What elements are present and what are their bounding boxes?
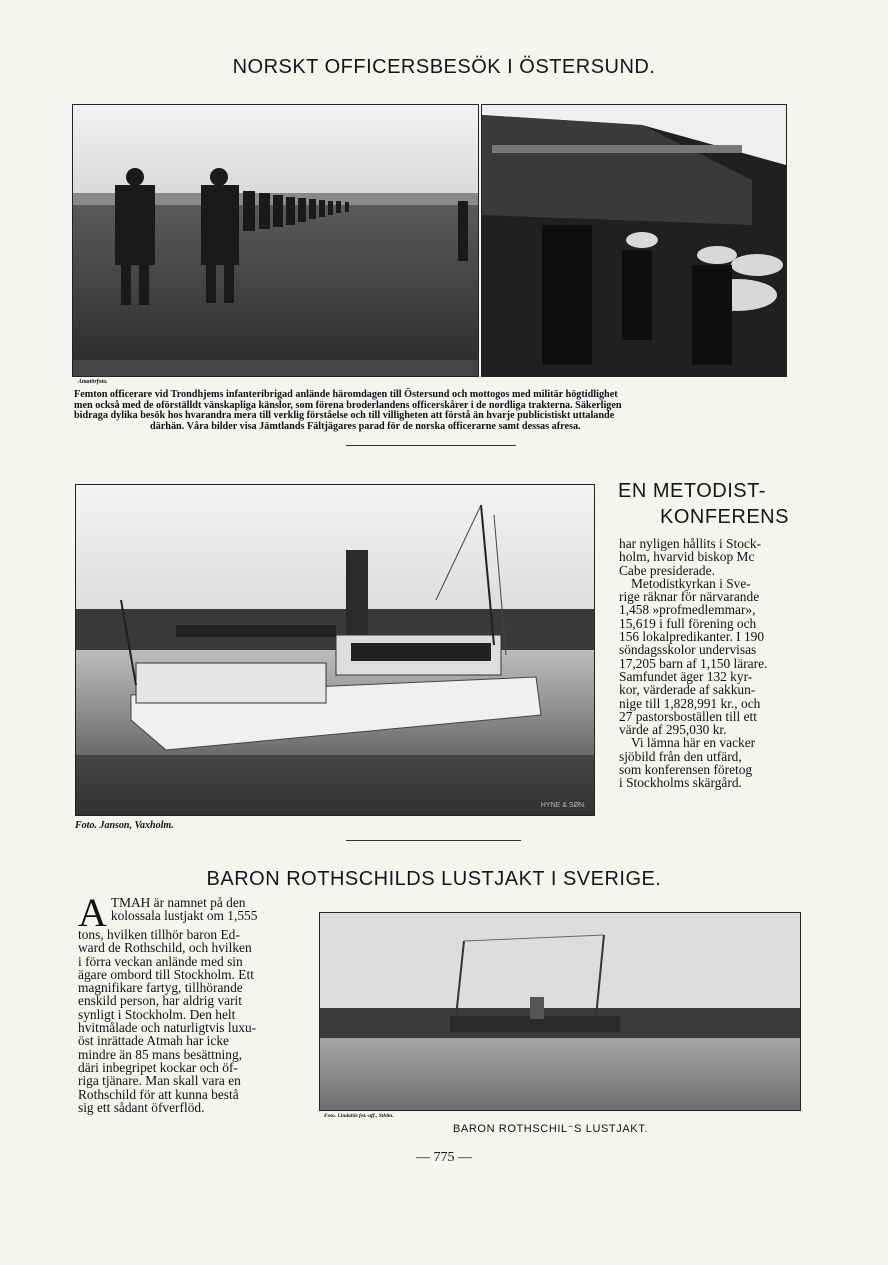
photo-mark: HYNE & SØN. [540, 802, 586, 809]
body-line: 156 lokalpredikanter. I 190 [619, 629, 765, 645]
separator-rule [346, 840, 521, 841]
body-line: 27 pastorsboställen till ett [619, 708, 757, 724]
body-line: öst inrättade Atmah har icke [78, 1033, 229, 1049]
body-line: Metodistkyrkan i Sve- [631, 575, 751, 591]
body-line: holm, hvarvid biskop Mc [619, 549, 755, 565]
caption-line: därhän. Våra bilder visa Jämtlands Fältjägares parad för de norska officerarne samt dessas afresa. [150, 420, 581, 432]
article3-photo-credit: Foto. Lindahls fot.-aff., Sthlm. [324, 1113, 394, 1119]
body-line: 17,205 barn af 1,150 lärare. [619, 655, 768, 671]
steamship-photo [75, 484, 595, 816]
body-line: värde af 295,030 kr. [619, 722, 727, 738]
body-line: enskild person, har aldrig varit [78, 993, 242, 1009]
body-line: söndagsskolor undervisas [619, 642, 757, 658]
article1-title: NORSKT OFFICERSBESÖK I ÖSTERSUND. [232, 56, 656, 78]
body-line: kolossala lustjakt om 1,555 [110, 908, 258, 924]
caption-line: Femton officerare vid Trondhjems infanteribrigad anlände häromdagen till Östersund och mottogos med militär högtidlighet [74, 389, 618, 400]
body-line: sig ett sådant öfverflöd. [78, 1099, 205, 1115]
body-line: hvitmålade och naturligtvis luxu- [78, 1020, 257, 1036]
body-line: magnifikare fartyg, tillhörande [78, 980, 243, 996]
body-line: kor, värderade af sakkun- [619, 682, 756, 698]
steamship-photo-art [76, 485, 594, 815]
article3-body [78, 890, 298, 1115]
article3-photo-caption: BARON ROTHSCHIL⁻S LUSTJAKT. [453, 1123, 648, 1135]
article3-title: BARON ROTHSCHILDS LUSTJAKT I SVERIGE. [206, 868, 662, 890]
caption-line: bidraga dylika besök hos hvarandra mera till verklig förståelse och till villigheten att förstå än hvarje publicistiskt uttalande [74, 410, 615, 422]
article1-caption [74, 390, 790, 432]
article1-photo-credit: Amatörfoto. [78, 379, 108, 385]
article2-body [619, 537, 794, 790]
body-line: ward de Rothschild, och hvilken [78, 940, 252, 956]
body-line: Rothschild för att kunna bestå [78, 1086, 239, 1102]
body-line: nige till 1,828,991 kr., och [619, 695, 761, 711]
body-line: TMAH är namnet på den [110, 895, 246, 910]
parade-photo [72, 104, 479, 377]
body-line: i Stockholms skärgård. [619, 775, 742, 791]
body-line: riga tjänare. Man skall vara en [78, 1073, 241, 1089]
departure-photo [481, 104, 787, 377]
body-line: mindre än 85 mans besättning, [78, 1046, 243, 1062]
body-line: tons, hvilken tillhör baron Ed- [78, 927, 240, 942]
departure-photo-art [482, 105, 786, 376]
page-number: — 775 — [416, 1150, 472, 1165]
yacht-photo-art [320, 913, 800, 1110]
article2-title-line1: EN METODIST- [618, 480, 766, 502]
body-line: rige räknar för närvarande [619, 589, 760, 605]
body-line: däri inbegripet kockar och öf- [78, 1059, 238, 1075]
article2-title-line2: KONFERENS [660, 506, 789, 528]
body-line: ägare ombord till Stockholm. Ett [78, 966, 254, 982]
body-line: har nyligen hållits i Stock- [619, 536, 762, 551]
body-line: Samfundet äger 132 kyr- [619, 668, 753, 684]
body-line: som konferensen företog [619, 762, 753, 778]
body-line: i förra veckan anlände med sin [78, 953, 243, 969]
body-line: synligt i Stockholm. Den helt [78, 1006, 236, 1022]
body-line: Vi lämna här en vacker [631, 735, 756, 751]
article2-photo-credit: Foto. Janson, Vaxholm. [75, 820, 174, 831]
parade-photo-art [73, 105, 478, 376]
dropcap: A [78, 890, 107, 935]
caption-line: men också med de oförställdt vänskapliga känslor, som förena broderlandens officerskårer i de nordliga trakterna. Säkerligen [74, 399, 622, 411]
separator-rule [346, 445, 516, 446]
body-line: sjöbild från den utfärd, [619, 748, 742, 764]
body-line: 1,458 »profmedlemmar», [619, 602, 756, 618]
yacht-photo [319, 912, 801, 1111]
body-line: Cabe presiderade. [619, 562, 715, 578]
body-line: 15,619 i full förening och [619, 615, 757, 631]
